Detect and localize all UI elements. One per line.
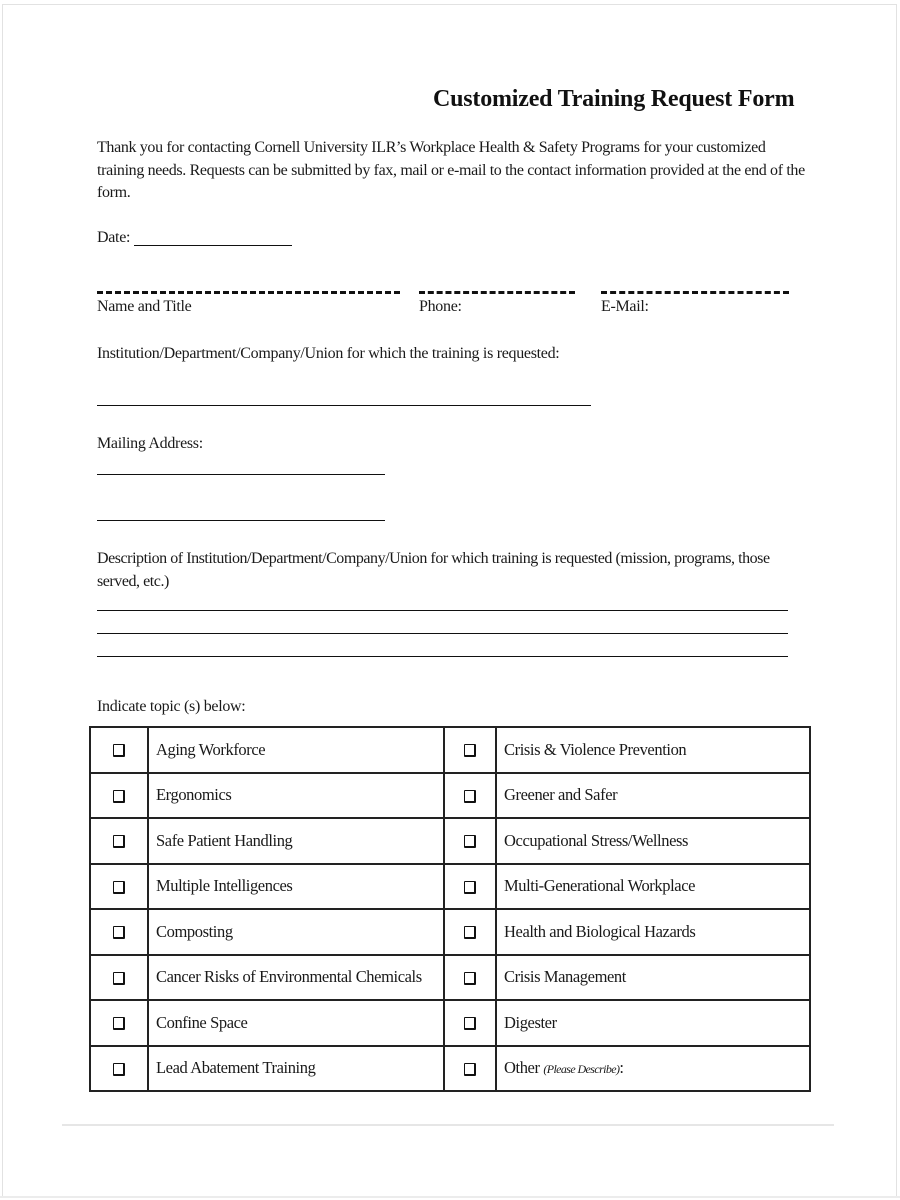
description-label: Description of Institution/Department/Company/Union for which training is requested (mission, programs, those served, etc.)	[97, 550, 770, 590]
mailing-address-line-1[interactable]	[97, 474, 385, 475]
topic-label: Other	[504, 1058, 540, 1078]
topic-label: Crisis Management	[496, 955, 810, 1001]
checkbox-composting[interactable]	[113, 926, 125, 939]
description-line-1[interactable]	[97, 610, 788, 611]
table-row	[90, 727, 810, 773]
checkbox-greener-and-safer[interactable]	[464, 790, 476, 803]
table-row	[90, 773, 810, 819]
name-title-label: Name and Title	[97, 298, 192, 315]
checkbox-digester[interactable]	[464, 1017, 476, 1030]
topic-label: Health and Biological Hazards	[496, 909, 810, 955]
other-note: (Please Describe)	[543, 1062, 620, 1077]
checkbox-crisis-management[interactable]	[464, 972, 476, 985]
other-suffix: :	[619, 1058, 624, 1078]
email-label: E-Mail:	[601, 298, 649, 315]
checkbox-multiple-intelligences[interactable]	[113, 881, 125, 894]
topics-table	[89, 726, 811, 1092]
table-row	[90, 1000, 810, 1046]
topic-label: Lead Abatement Training	[148, 1046, 444, 1092]
checkbox-cancer-risks[interactable]	[113, 972, 125, 985]
checkbox-crisis-violence-prevention[interactable]	[464, 744, 476, 757]
checkbox-aging-workforce[interactable]	[113, 744, 125, 757]
description-line-2[interactable]	[97, 633, 788, 634]
date-field[interactable]	[134, 245, 292, 246]
topic-label: Safe Patient Handling	[148, 818, 444, 864]
topic-label: Digester	[496, 1000, 810, 1046]
name-title-field[interactable]	[97, 291, 400, 294]
topics-label: Indicate topic (s) below:	[97, 698, 246, 715]
topic-label: Occupational Stress/Wellness	[496, 818, 810, 864]
checkbox-confine-space[interactable]	[113, 1017, 125, 1030]
page-separator	[0, 1196, 900, 1198]
checkbox-occupational-stress[interactable]	[464, 835, 476, 848]
topic-label: Ergonomics	[148, 773, 444, 819]
checkbox-lead-abatement[interactable]	[113, 1063, 125, 1076]
email-field[interactable]	[601, 291, 789, 294]
table-row	[90, 818, 810, 864]
table-row	[90, 1046, 810, 1092]
institution-field[interactable]	[97, 405, 591, 406]
intro-paragraph: Thank you for contacting Cornell University ILR’s Workplace Health & Safety Programs for your customized training needs. Requests can be submitted by fax, mail or e-mail to the contact information provided at the end of the form.	[97, 139, 805, 201]
checkbox-safe-patient-handling[interactable]	[113, 835, 125, 848]
table-row	[90, 955, 810, 1001]
page-separator	[62, 1124, 834, 1126]
topic-other-cell	[496, 1046, 810, 1092]
checkbox-other[interactable]	[464, 1063, 476, 1076]
topic-label: Composting	[148, 909, 444, 955]
checkbox-multi-generational-workplace[interactable]	[464, 881, 476, 894]
phone-field[interactable]	[419, 291, 575, 294]
topic-label: Crisis & Violence Prevention	[496, 727, 810, 773]
institution-label: Institution/Department/Company/Union for which the training is requested:	[97, 345, 560, 362]
table-row	[90, 864, 810, 910]
description-line-3[interactable]	[97, 656, 788, 657]
mailing-address-line-2[interactable]	[97, 520, 385, 521]
topic-label: Multi-Generational Workplace	[496, 864, 810, 910]
checkbox-health-biological-hazards[interactable]	[464, 926, 476, 939]
topic-label: Cancer Risks of Environmental Chemicals	[148, 955, 444, 1001]
topic-label: Aging Workforce	[148, 727, 444, 773]
mailing-address-label: Mailing Address:	[97, 435, 203, 452]
checkbox-ergonomics[interactable]	[113, 790, 125, 803]
phone-label: Phone:	[419, 298, 462, 315]
date-label: Date:	[97, 229, 131, 246]
topic-label: Multiple Intelligences	[148, 864, 444, 910]
topic-label: Confine Space	[148, 1000, 444, 1046]
table-row	[90, 909, 810, 955]
topic-label: Greener and Safer	[496, 773, 810, 819]
page-title: Customized Training Request Form	[433, 86, 795, 112]
